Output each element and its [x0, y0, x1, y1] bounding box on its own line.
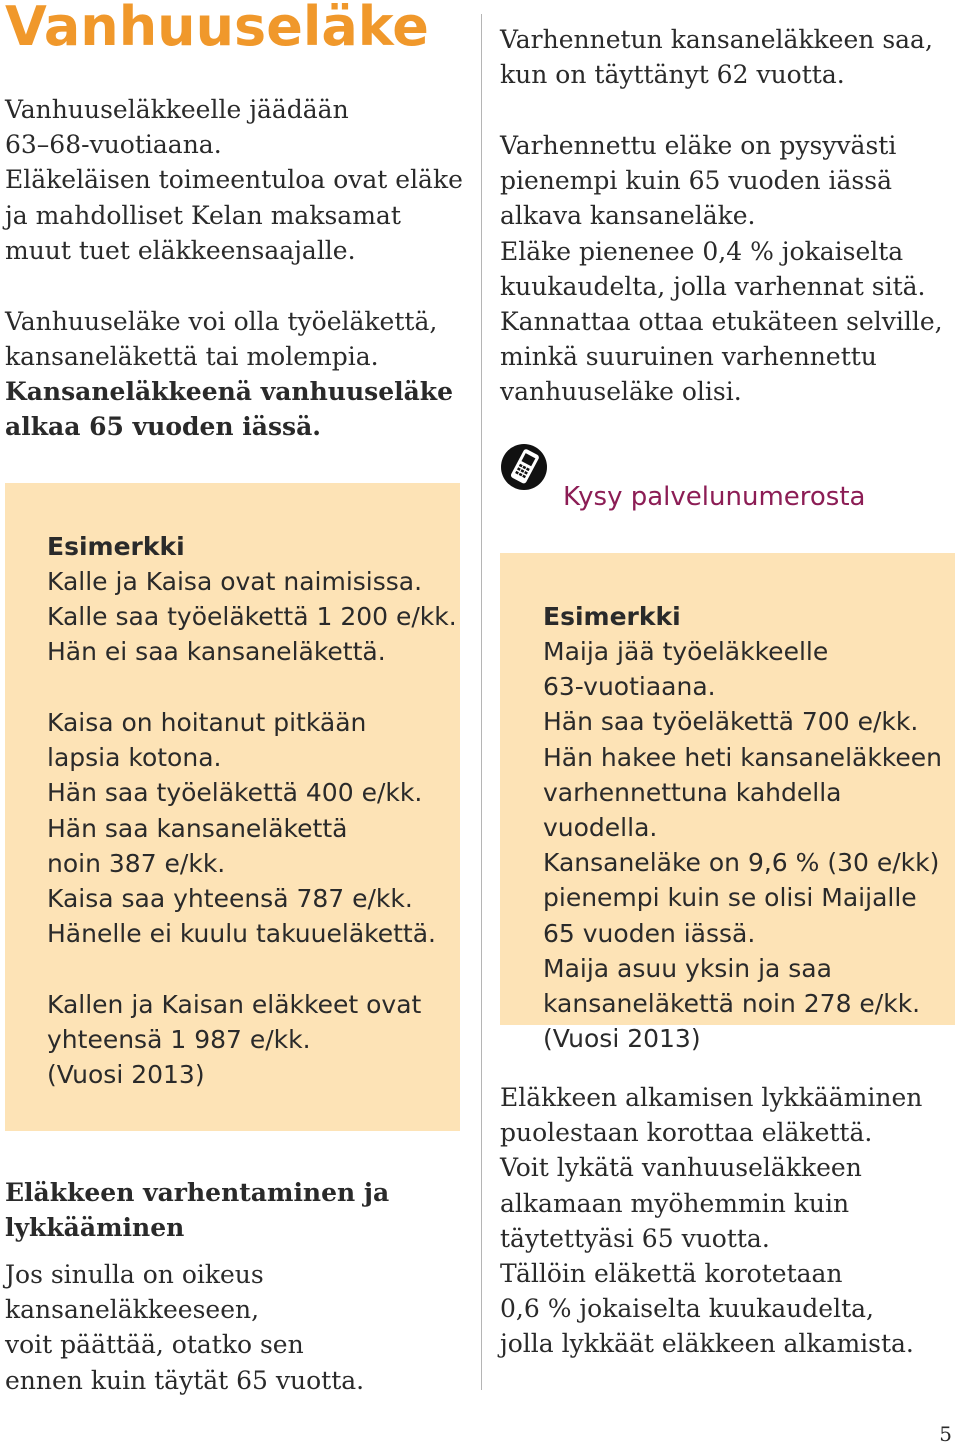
service-label: Kysy palvelunumerosta	[563, 482, 866, 513]
page-number: 5	[939, 1422, 952, 1446]
early-pension-details: Varhennettu eläke on pysyvästi pienempi kuin 65 vuoden iässä alkava kansaneläke. Eläke pienenee 0,4 % jokaiselta kuukaudelta, jolla varhennat sitä. Kannattaa ottaa etukäteen selville, minkä suuruinen varhennettu vanhuuseläke olisi.	[500, 131, 943, 407]
example-box-left	[5, 483, 460, 1131]
example-heading: Esimerkki	[47, 532, 185, 561]
example-paragraph: Maija jää työeläkkeelle 63-vuotiaana. Hän saa työeläkettä 700 e/kk. Hän hakee heti kansaneläkkeen varhennettuna kahdella vuodella. Kansaneläke on 9,6 % (30 e/kk) pienempi kuin se olisi Maijalle 65 vuoden iässä. Maija asuu yksin ja saa kansaneläkettä noin 278 e/kk. (Vuosi 2013)	[543, 637, 942, 1054]
kansanelake-age-paragraph: Kansaneläkkeenä vanhuuseläke alkaa 65 vuoden iässä.	[5, 377, 454, 442]
page-title: Vanhuuseläke	[5, 0, 429, 58]
section-heading: Eläkkeen varhentaminen ja lykkääminen	[5, 1178, 390, 1243]
early-pension-paragraph: Varhennetun kansaneläkkeen saa, kun on täyttänyt 62 vuotta.	[500, 25, 933, 90]
section-paragraph: Jos sinulla on oikeus kansaneläkkeeseen, voit päättää, otatko sen ennen kuin täytät 65 vuotta.	[5, 1260, 365, 1395]
column-divider	[481, 14, 482, 1390]
example-paragraph-3: Kallen ja Kaisan eläkkeet ovat yhteensä 1 987 e/kk. (Vuosi 2013)	[47, 990, 422, 1090]
deferral-paragraph: Eläkkeen alkamisen lykkääminen puolestaan korottaa eläkettä. Voit lykätä vanhuuseläkkeen alkamaan myöhemmin kuin täytettyäsi 65 vuotta. Tällöin eläkettä korotetaan 0,6 % jokaiselta kuukaudelta, jolla lykkäät eläkkeen alkamista.	[500, 1083, 923, 1359]
example-box-right	[500, 553, 955, 1054]
intro-paragraph: Vanhuuseläkkeelle jäädään 63–68-vuotiaana. Eläkeläisen toimeentuloa ovat eläke ja mahdolliset Kelan maksamat muut tuet eläkkeensaajalle.	[5, 95, 463, 265]
mobile-phone-icon	[500, 443, 548, 491]
pension-types-paragraph: Vanhuuseläke voi olla työeläkettä, kansaneläkettä tai molempia.	[5, 307, 438, 372]
example-paragraph-2: Kaisa on hoitanut pitkään lapsia kotona. Hän saa työeläkettä 400 e/kk. Hän saa kansaneläkettä noin 387 e/kk. Kaisa saa yhteensä 787 e/kk. Hänelle ei kuulu takuueläkettä.	[47, 708, 436, 949]
example-heading: Esimerkki	[543, 602, 681, 631]
example-paragraph-1: Kalle ja Kaisa ovat naimisissa. Kalle saa työeläkettä 1 200 e/kk. Hän ei saa kansaneläkettä.	[47, 567, 457, 667]
